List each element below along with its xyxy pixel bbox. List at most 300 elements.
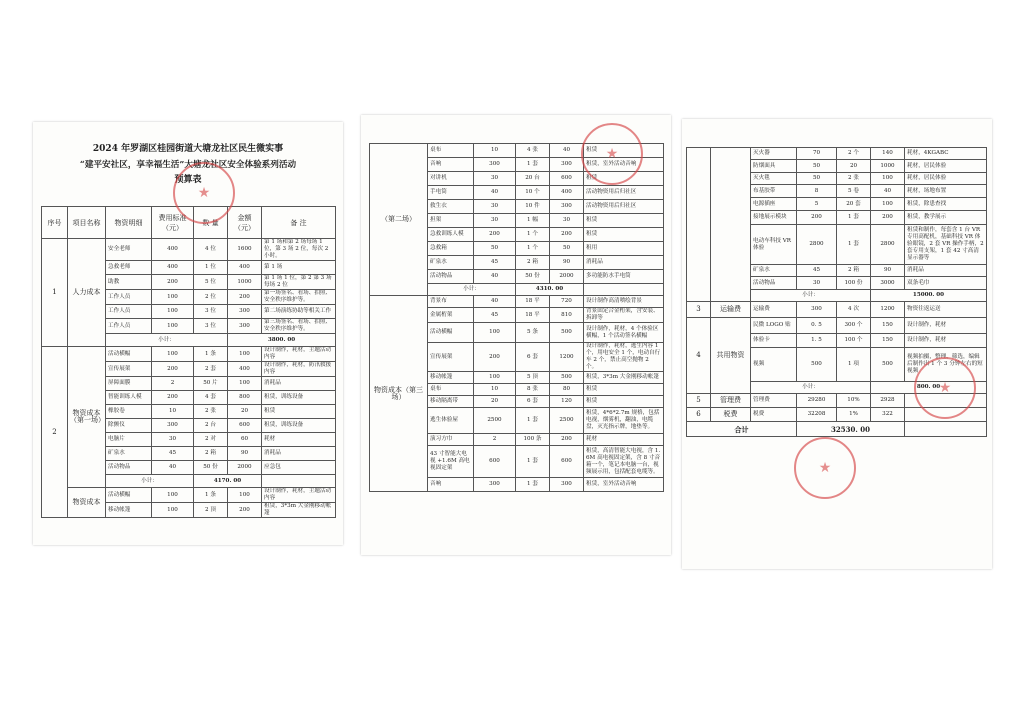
qty-cell: 1 个 (516, 242, 550, 256)
qty-cell: 1 条 (194, 488, 228, 503)
remark-cell: 设计制作，耗材，4 个体验区横幅，1 个活动签名横幅 (584, 323, 664, 343)
qty-cell: 2 顶 (194, 503, 228, 518)
item-cell: 急救箱 (428, 242, 474, 256)
qty-cell: 10 个 (516, 186, 550, 200)
qty-cell: 5 卷 (837, 185, 871, 198)
remark-cell: 视频拍摄，整理、筛选，编辑后制作出 1 个 3 分钟左右的短视频 (905, 348, 987, 382)
qty-cell: 5 顶 (516, 372, 550, 384)
amount-cell: 400 (550, 186, 584, 200)
amount-cell: 1200 (550, 343, 584, 372)
amount-cell: 2800 (871, 225, 905, 265)
item-cell: 宣传展架 (106, 362, 152, 377)
amount-cell: 810 (550, 308, 584, 323)
seq-cell: 6 (687, 408, 711, 422)
std-cell: 400 (152, 239, 194, 261)
header-std: 费用标准（元） (152, 207, 194, 239)
remark-cell: 设计制作，耗材，防汛救援内容 (262, 362, 336, 377)
remark-cell: 消耗品 (262, 377, 336, 391)
remark-cell: 第一场签名、看场、拍照、安全秩序维护等。 (262, 290, 336, 305)
item-cell: 除颤仪 (106, 419, 152, 433)
table-row (687, 148, 987, 160)
item-cell: 急救训练人模 (428, 228, 474, 242)
remark-cell: 设计制作，耗材 (905, 318, 987, 334)
item-cell: 活动横幅 (106, 347, 152, 362)
qty-cell: 1 套 (516, 408, 550, 434)
seq-cell: 3 (687, 302, 711, 318)
table-row (370, 296, 664, 308)
remark-cell: 租赁 (584, 144, 664, 158)
qty-cell: 100 个 (837, 334, 871, 348)
remark-cell: 设计制作，耗材，逃生内容 1 个，用电安全 1 个，电动自行车 2 个，禁止高空抛物 2 个。 (584, 343, 664, 372)
budget-table-page1 (41, 206, 336, 518)
remark-cell: 耗材 (262, 433, 336, 447)
amount-cell: 600 (228, 419, 262, 433)
qty-cell: 3 位 (194, 319, 228, 334)
remark-cell: 应急包 (262, 461, 336, 475)
table-row (687, 302, 987, 318)
std-cell: 2 (474, 434, 516, 446)
std-cell: 100 (152, 290, 194, 305)
remark-cell: 物资往返运送 (905, 302, 987, 318)
amount-cell: 200 (228, 290, 262, 305)
item-cell: 电脑片 (106, 433, 152, 447)
qty-cell: 8 张 (516, 384, 550, 396)
doc-title-line3: 预算表 (174, 175, 202, 185)
item-cell: 税费 (751, 408, 797, 422)
remark-cell: 双条毛巾 (905, 277, 987, 290)
seq-cell (687, 148, 711, 302)
qty-cell: 2 箱 (837, 265, 871, 277)
amount-cell: 300 (228, 319, 262, 334)
item-cell: 担架 (428, 214, 474, 228)
std-cell: 100 (152, 503, 194, 518)
project-cell: 共用物资 (711, 318, 751, 394)
qty-cell: 100 条 (516, 434, 550, 446)
amount-cell: 100 (228, 347, 262, 362)
std-cell: 30 (152, 433, 194, 447)
std-cell: 400 (152, 261, 194, 275)
budget-page-1 (33, 122, 343, 545)
std-cell: 40 (474, 296, 516, 308)
qty-cell: 20 台 (516, 172, 550, 186)
amount-cell: 80 (550, 384, 584, 396)
table-row (42, 239, 336, 261)
item-cell: 金属桁架 (428, 308, 474, 323)
remark-cell: 租赁 (584, 172, 664, 186)
subtotal-label: 小计： (106, 334, 228, 347)
item-cell: 逃生体验屋 (428, 408, 474, 434)
std-cell: 300 (474, 478, 516, 492)
project-cell: 人力成本 (68, 239, 106, 347)
project-cell: 运输费 (711, 302, 751, 318)
subtotal-value: 4310. 00 (516, 284, 584, 296)
qty-cell: 1 套 (837, 211, 871, 225)
project-cell: 管理费 (711, 394, 751, 408)
std-cell: 100 (152, 319, 194, 334)
amount-cell: 2928 (871, 394, 905, 408)
qty-cell: 18 平 (516, 308, 550, 323)
table-row (42, 347, 336, 362)
std-cell: 200 (474, 228, 516, 242)
amount-cell: 3000 (871, 277, 905, 290)
header-remark: 备 注 (262, 207, 336, 239)
amount-cell: 150 (871, 334, 905, 348)
qty-cell: 3 位 (194, 305, 228, 319)
std-cell: 200 (797, 211, 837, 225)
remark-cell: 租赁，3*3m 大金刚移动帐篷 (262, 503, 336, 518)
item-cell: 活动横幅 (428, 323, 474, 343)
remark-cell: 设计制作，耗材 (905, 334, 987, 348)
item-cell: 灭火器 (751, 148, 797, 160)
qty-cell: 1 位 (194, 261, 228, 275)
subtotal-label: 小计： (751, 290, 871, 302)
qty-cell: 1 套 (837, 225, 871, 265)
amount-cell: 40 (550, 144, 584, 158)
remark-cell: 消耗品 (262, 447, 336, 461)
item-cell: 矿泉水 (106, 447, 152, 461)
item-cell: 桌布 (428, 384, 474, 396)
remark-cell: 租赁，室外活动音响 (584, 478, 664, 492)
item-cell: 灭火毯 (751, 173, 797, 185)
std-cell: 100 (474, 372, 516, 384)
amount-cell: 500 (550, 372, 584, 384)
remark-cell: 活动物资用后归社区 (584, 186, 664, 200)
remark-cell: 租赁 (584, 228, 664, 242)
seq-cell: 2 (42, 347, 68, 518)
item-cell: 活动物品 (428, 270, 474, 284)
qty-cell: 2 位 (194, 290, 228, 305)
amount-cell: 90 (871, 265, 905, 277)
item-cell: 矿泉水 (751, 265, 797, 277)
amount-cell: 20 (228, 405, 262, 419)
budget-page-3 (682, 119, 992, 569)
std-cell: 10 (474, 144, 516, 158)
amount-cell: 2500 (550, 408, 584, 434)
amount-cell: 2000 (550, 270, 584, 284)
qty-cell: 4 次 (837, 302, 871, 318)
remark-cell: 租赁，室外活动音响 (584, 158, 664, 172)
header-amount: 金额（元） (228, 207, 262, 239)
item-cell: 安全老师 (106, 239, 152, 261)
item-cell: 民微 LOGO 贴 (751, 318, 797, 334)
item-cell: 音响 (428, 478, 474, 492)
remark-cell: 租赁，训练设备 (262, 391, 336, 405)
subtotal-label: 小计： (751, 382, 871, 394)
item-cell: 体验卡 (751, 334, 797, 348)
item-cell: 工作人员 (106, 290, 152, 305)
std-cell: 30 (797, 277, 837, 290)
std-cell: 45 (474, 308, 516, 323)
std-cell: 100 (152, 488, 194, 503)
qty-cell: 2 箱 (194, 447, 228, 461)
std-cell: 1. 5 (797, 334, 837, 348)
std-cell: 0. 5 (797, 318, 837, 334)
qty-cell: 1 条 (194, 347, 228, 362)
remark-cell: 租赁 (584, 214, 664, 228)
qty-cell: 4 位 (194, 239, 228, 261)
remark-cell: 耗材，居民体验 (905, 173, 987, 185)
remark-cell: 租赁，3*3m 大金刚移动帐篷 (584, 372, 664, 384)
remark-cell: 第 1 场 (262, 261, 336, 275)
qty-cell: 300 个 (837, 318, 871, 334)
item-cell: 活动横幅 (106, 488, 152, 503)
amount-cell: 100 (871, 198, 905, 211)
item-cell: 工作人员 (106, 305, 152, 319)
amount-cell: 500 (550, 323, 584, 343)
amount-cell: 300 (550, 200, 584, 214)
doc-title-line1: 2024 年罗湖区桂园街道大塘龙社区民生微实事 (92, 144, 284, 154)
remark-cell: 活动物资用后归社区 (584, 200, 664, 214)
remark-cell: 租赁和制作，每套含 1 台 VR 专用高配机，基础科技 VR 体验眼镜，2 套 VR 操作手柄，2 套专用支架，1 套 42 寸高清显示器等 (905, 225, 987, 265)
std-cell: 2 (152, 377, 194, 391)
amount-cell: 400 (228, 261, 262, 275)
remark-cell: 设计制作高清喷绘背景 (584, 296, 664, 308)
std-cell: 40 (152, 461, 194, 475)
qty-cell: 1 个 (516, 228, 550, 242)
remark-cell: 租用 (584, 242, 664, 256)
remark-cell: 消耗品 (905, 265, 987, 277)
qty-cell: 2 张 (837, 173, 871, 185)
amount-cell: 140 (871, 148, 905, 160)
remark-cell: 耗材，居民体验 (905, 160, 987, 173)
amount-cell: 720 (550, 296, 584, 308)
doc-title-line2: “建平安社区，享幸福生活”大塘龙社区安全体验系列活动 (79, 160, 297, 170)
qty-cell: 2 个 (837, 148, 871, 160)
qty-cell: 1 套 (516, 446, 550, 478)
qty-cell: 2 台 (194, 419, 228, 433)
subtotal-value: 3800. 00 (228, 334, 336, 347)
amount-cell: 400 (228, 362, 262, 377)
header-detail: 物资明细 (106, 207, 152, 239)
qty-cell: 4 张 (516, 144, 550, 158)
amount-cell: 500 (871, 348, 905, 382)
remark-cell: 租赁 (262, 405, 336, 419)
std-cell: 29280 (797, 394, 837, 408)
std-cell: 10 (474, 384, 516, 396)
std-cell: 50 (797, 160, 837, 173)
item-cell: 急救老师 (106, 261, 152, 275)
std-cell: 300 (797, 302, 837, 318)
std-cell: 200 (474, 343, 516, 372)
item-cell: 视频 (751, 348, 797, 382)
item-cell: 活动物品 (106, 461, 152, 475)
std-cell: 8 (797, 185, 837, 198)
seq-cell: 4 (687, 318, 711, 394)
official-seal (173, 162, 235, 224)
qty-cell: 100 份 (837, 277, 871, 290)
remark-cell: 第 1 场和第 2 场每场 1 位，第 3 场 2 位，每次 2 小时。 (262, 239, 336, 261)
remark-cell: 第 1 场 1 位，第 2 第 3 场每场 2 位 (262, 275, 336, 290)
amount-cell: 150 (871, 318, 905, 334)
amount-cell: 200 (550, 434, 584, 446)
item-cell: 活动物品 (751, 277, 797, 290)
subtotal-value: 15000. 00 (871, 290, 987, 302)
qty-cell: 2 套 (194, 362, 228, 377)
std-cell: 30 (474, 214, 516, 228)
total-label: 合计 (687, 422, 797, 437)
amount-cell: 2000 (228, 461, 262, 475)
subtotal-value: 800. 00 (871, 382, 987, 394)
std-cell: 2500 (474, 408, 516, 434)
item-cell: 管理费 (751, 394, 797, 408)
official-seal (914, 357, 976, 419)
std-cell: 100 (152, 347, 194, 362)
std-cell: 200 (152, 275, 194, 290)
remark-cell: 耗材，场地布置 (905, 185, 987, 198)
std-cell: 40 (474, 270, 516, 284)
item-cell: 智能训练人模 (106, 391, 152, 405)
amount-cell: 120 (550, 396, 584, 408)
item-cell: 接地展示模块 (751, 211, 797, 225)
item-cell: 背景布 (428, 296, 474, 308)
item-cell: 工作人员 (106, 319, 152, 334)
remark-cell: 第三场签名、看场、拍照、安全秩序维护等。 (262, 319, 336, 334)
item-cell: 移动帐篷 (106, 503, 152, 518)
project-cell: （第二场） (370, 144, 428, 296)
qty-cell: 1 项 (837, 348, 871, 382)
std-cell: 30 (474, 200, 516, 214)
seq-cell: 1 (42, 239, 68, 347)
amount-cell: 300 (228, 305, 262, 319)
std-cell: 45 (797, 265, 837, 277)
project-cell (711, 148, 751, 302)
qty-cell: 20 (837, 160, 871, 173)
qty-cell: 2 张 (194, 405, 228, 419)
project-cell: 物资成本 (68, 488, 106, 518)
amount-cell: 800 (228, 391, 262, 405)
std-cell: 300 (474, 158, 516, 172)
project-cell: 物资成本（第三场） (370, 296, 428, 492)
qty-cell: 18 平 (516, 296, 550, 308)
item-cell: 手电筒 (428, 186, 474, 200)
amount-cell: 50 (550, 242, 584, 256)
amount-cell: 100 (228, 488, 262, 503)
item-cell: 助教 (106, 275, 152, 290)
remark-cell: 租赁 (584, 384, 664, 396)
qty-cell: 1 套 (516, 478, 550, 492)
std-cell: 50 (474, 242, 516, 256)
subtotal-label: 小计： (106, 475, 194, 488)
std-cell: 20 (474, 396, 516, 408)
std-cell: 2800 (797, 225, 837, 265)
std-cell: 32208 (797, 408, 837, 422)
amount-cell: 100 (871, 173, 905, 185)
budget-table-page2 (369, 143, 664, 492)
amount-cell: 1000 (228, 275, 262, 290)
item-cell: 运输费 (751, 302, 797, 318)
item-cell: 屏障面膜 (106, 377, 152, 391)
amount-cell: 90 (228, 447, 262, 461)
header-qty: 数 量 (194, 207, 228, 239)
remark-cell: 背景固定合金桁架，含安装、拆卸等 (584, 308, 664, 323)
item-cell: 电源插座 (751, 198, 797, 211)
qty-cell: 6 套 (516, 343, 550, 372)
remark-cell: 耗材，4KGABC (905, 148, 987, 160)
item-cell: 移动隔离带 (428, 396, 474, 408)
item-cell: 音响 (428, 158, 474, 172)
qty-cell: 4 套 (194, 391, 228, 405)
qty-cell: 5 位 (194, 275, 228, 290)
std-cell: 100 (152, 305, 194, 319)
amount-cell: 40 (871, 185, 905, 198)
header-project: 项目名称 (68, 207, 106, 239)
amount-cell: 200 (871, 211, 905, 225)
remark-cell: 耗材 (584, 434, 664, 446)
qty-cell: 10% (837, 394, 871, 408)
remark-cell: 多功能防水手电筒 (584, 270, 664, 284)
item-cell: 43 寸智能大电视 +1.6M 高电视固定架 (428, 446, 474, 478)
remark-cell: 设计制作，耗材，主题活动内容 (262, 488, 336, 503)
std-cell: 10 (152, 405, 194, 419)
std-cell: 40 (474, 186, 516, 200)
qty-cell: 10 件 (516, 200, 550, 214)
std-cell: 100 (474, 323, 516, 343)
amount-cell: 1000 (871, 160, 905, 173)
qty-cell: 20 套 (837, 198, 871, 211)
item-cell: 布基胶带 (751, 185, 797, 198)
qty-cell: 1% (837, 408, 871, 422)
remark-cell: 租赁，训练设备 (262, 419, 336, 433)
item-cell: 电动车科技 VR 体验 (751, 225, 797, 265)
item-cell: 桌布 (428, 144, 474, 158)
item-cell: 防烟面具 (751, 160, 797, 173)
qty-cell: 2 对 (194, 433, 228, 447)
item-cell: 宣传展架 (428, 343, 474, 372)
amount-cell: 600 (550, 172, 584, 186)
amount-cell: 322 (871, 408, 905, 422)
table-row (42, 488, 336, 503)
amount-cell: 300 (550, 158, 584, 172)
std-cell: 30 (474, 172, 516, 186)
empty-cell (905, 422, 987, 437)
item-cell: 对讲机 (428, 172, 474, 186)
budget-page-2 (361, 115, 671, 555)
subtotal-value: 4170. 00 (194, 475, 262, 488)
std-cell: 300 (152, 419, 194, 433)
std-cell: 600 (474, 446, 516, 478)
std-cell: 70 (797, 148, 837, 160)
std-cell: 5 (797, 198, 837, 211)
qty-cell: 2 箱 (516, 256, 550, 270)
total-value: 32530. 00 (797, 422, 905, 437)
qty-cell: 50 份 (516, 270, 550, 284)
seq-cell: 5 (687, 394, 711, 408)
empty-cell (262, 475, 336, 488)
amount-cell: 60 (228, 433, 262, 447)
official-seal (581, 123, 643, 185)
qty-cell: 5 条 (516, 323, 550, 343)
qty-cell: 50 份 (194, 461, 228, 475)
amount-cell: 1200 (871, 302, 905, 318)
amount-cell: 600 (550, 446, 584, 478)
std-cell: 200 (152, 391, 194, 405)
remark-cell: 租赁，高清智能大电视，含 1.6M 高电视固定架，含 8 寸音箱一个，笔记本电脑一台，视频展示用，包括配套电缆等。 (584, 446, 664, 478)
remark-cell: 第二场演练协助等相关工作 (262, 305, 336, 319)
item-cell: 演习方巾 (428, 434, 474, 446)
remark-cell: 消耗品 (584, 256, 664, 270)
std-cell: 45 (152, 447, 194, 461)
qty-cell: 50 片 (194, 377, 228, 391)
official-seal (794, 437, 856, 499)
subtotal-label: 小计： (428, 284, 516, 296)
amount-cell: 300 (550, 478, 584, 492)
item-cell: 矿泉水 (428, 256, 474, 270)
project-cell: 税费 (711, 408, 751, 422)
qty-cell: 1 幅 (516, 214, 550, 228)
project-cell: 物资成本（第一场） (68, 347, 106, 488)
total-row (687, 422, 987, 437)
table-row (687, 318, 987, 334)
